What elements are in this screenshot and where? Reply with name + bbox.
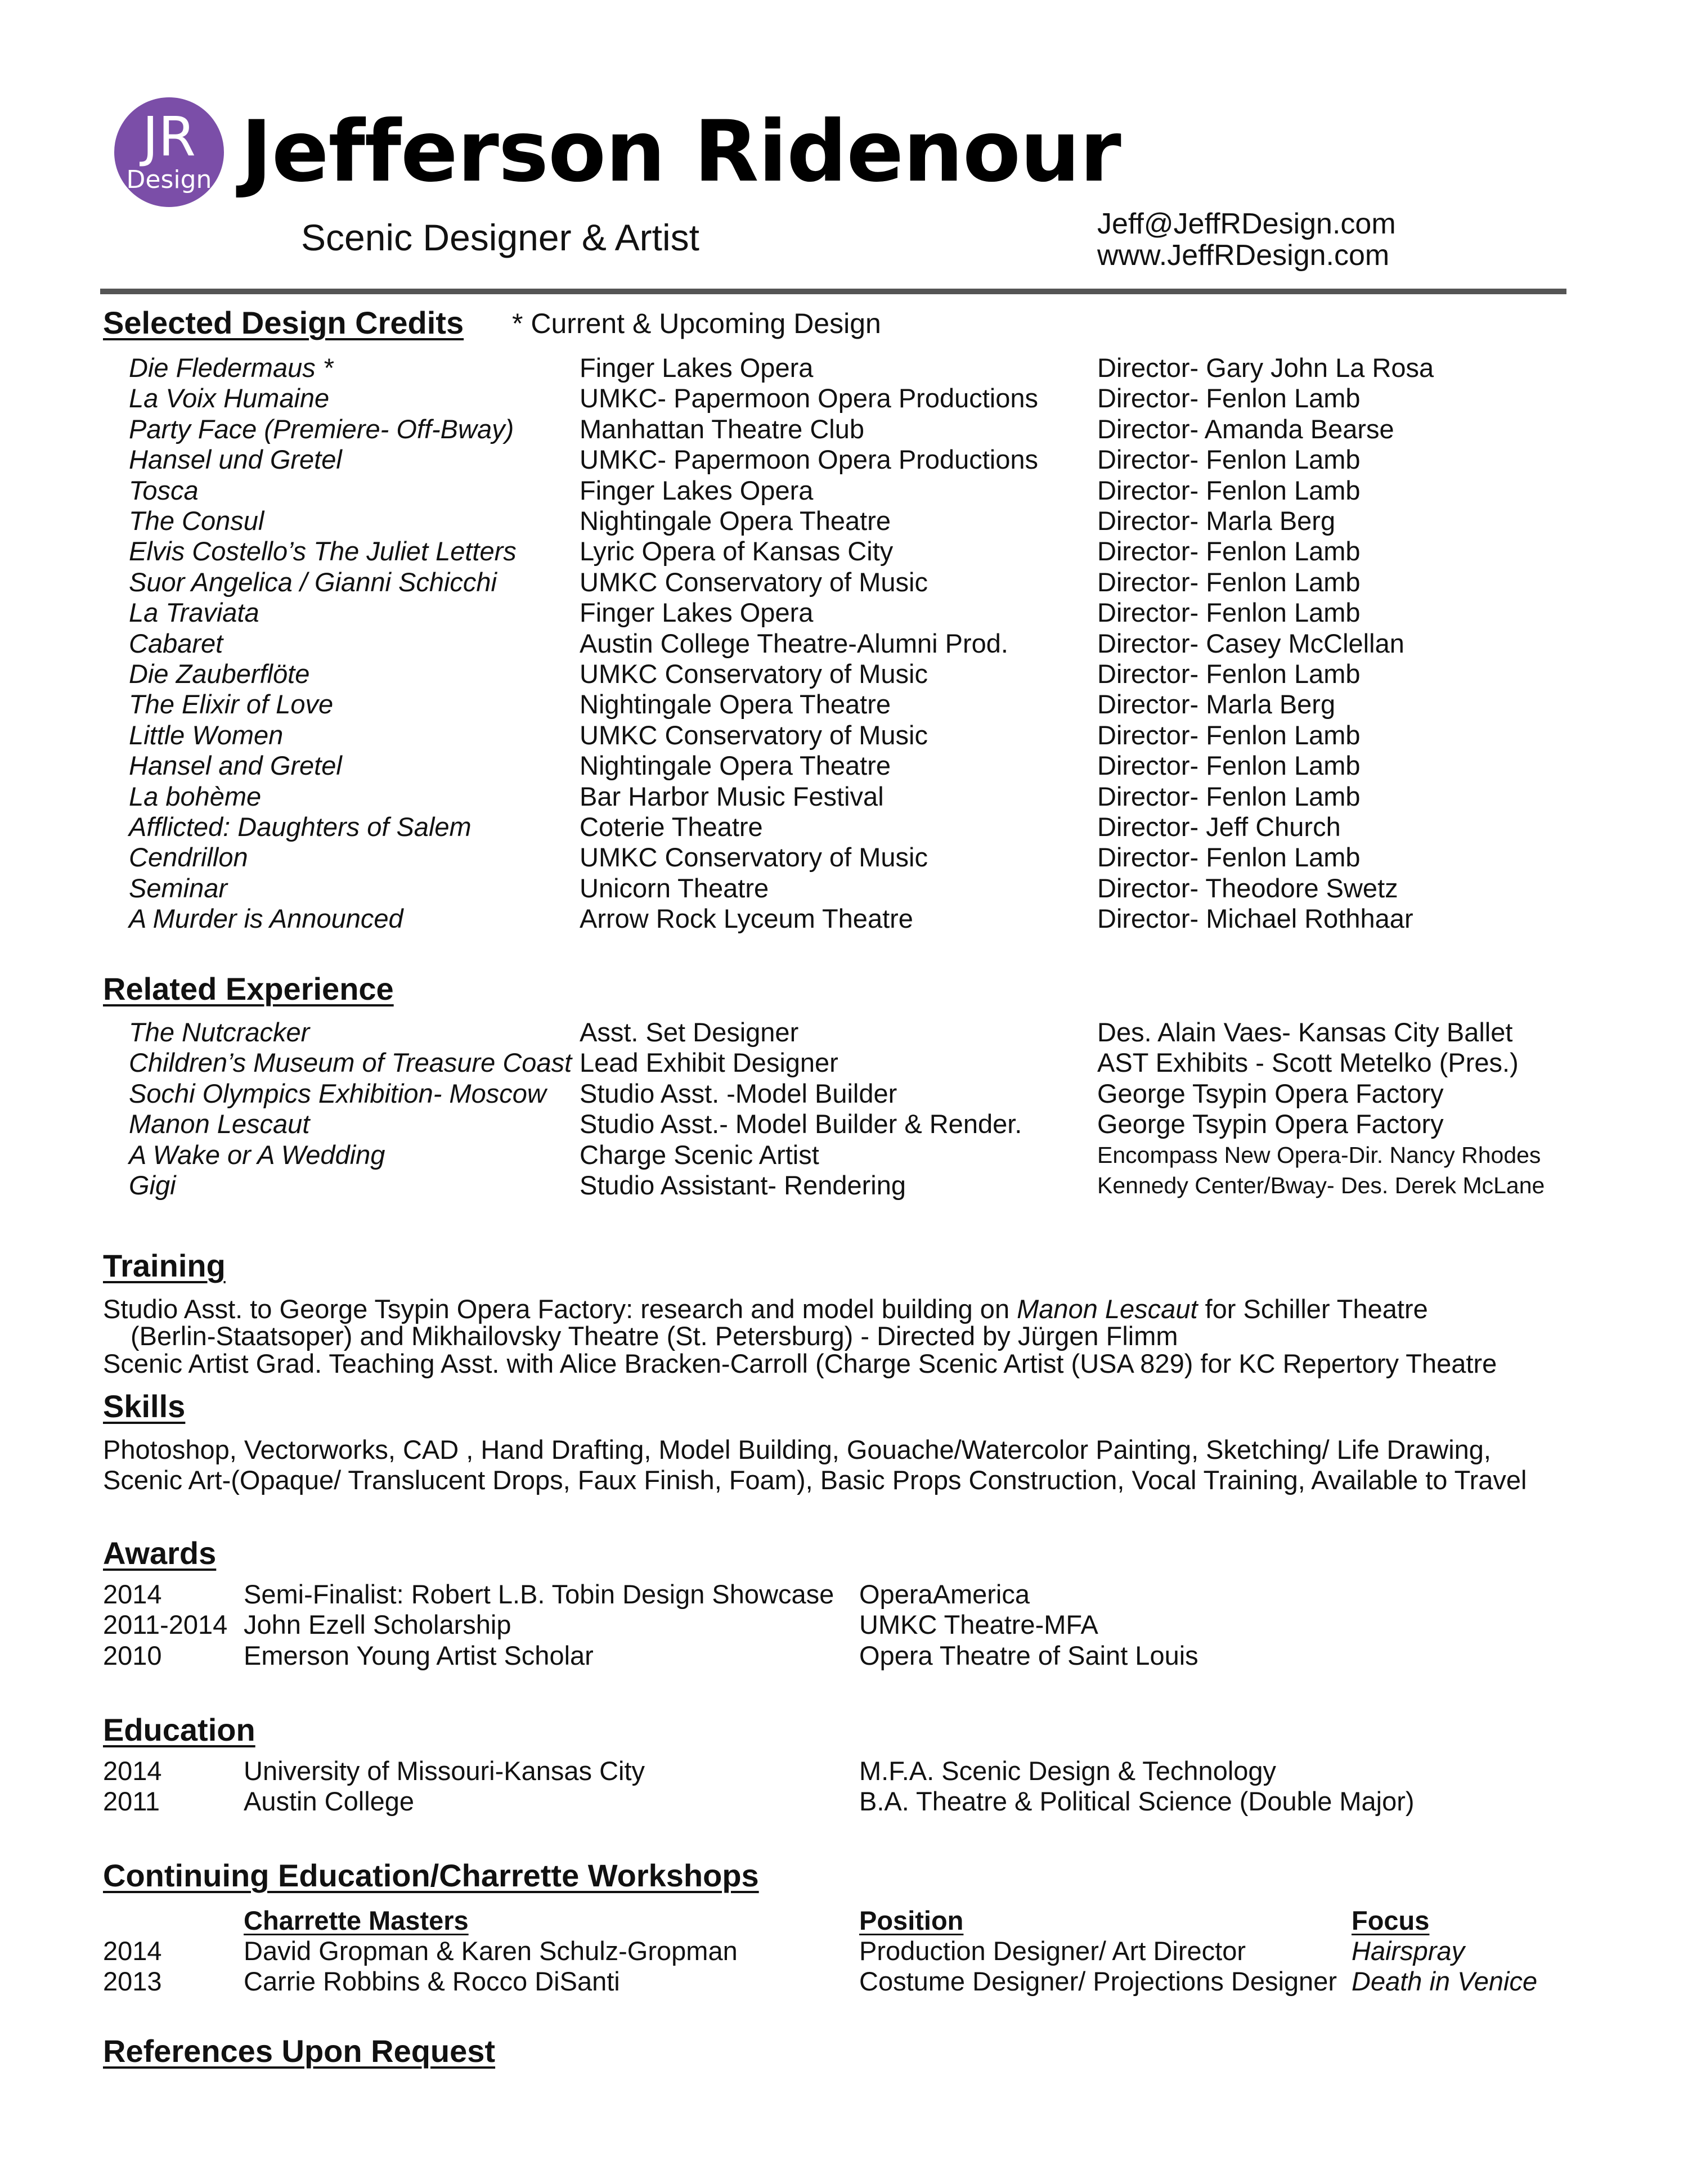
credit-show-title: Suor Angelica / Gianni Schicchi: [129, 567, 497, 597]
education-year: 2011: [103, 1786, 160, 1817]
credit-show-title: The Consul: [129, 506, 264, 536]
credit-company: Arrow Rock Lyceum Theatre: [580, 904, 913, 934]
list-item: [0, 873, 1688, 904]
job-title: Scenic Designer & Artist: [301, 217, 699, 258]
credit-show-title: Elvis Costello’s The Juliet Letters: [129, 536, 517, 567]
list-item: [0, 1109, 1688, 1139]
column-header-masters: Charrette Masters: [244, 1906, 469, 1935]
list-item: [0, 383, 1688, 414]
credit-director: Director- Jeff Church: [1097, 812, 1341, 842]
column-header-focus: Focus: [1352, 1906, 1430, 1935]
list-item: [0, 1017, 1688, 1048]
credit-show-title: The Elixir of Love: [129, 689, 334, 720]
list-item: [0, 842, 1688, 873]
credit-show-title: Afflicted: Daughters of Salem: [129, 812, 472, 842]
award-year: 2010: [103, 1640, 162, 1670]
list-item: [0, 1048, 1688, 1078]
list-item: [0, 689, 1688, 720]
email-address: Jeff@JeffRDesign.com: [1097, 208, 1396, 240]
award-organization: OperaAmerica: [859, 1579, 1030, 1609]
skills-line-2: Scenic Art-(Opaque/ Translucent Drops, Faux Finish, Foam), Basic Props Construction, Vocal Training, Available to Travel: [103, 1465, 1527, 1495]
credit-company: UMKC Conservatory of Music: [580, 842, 928, 873]
section-heading-workshops: Continuing Education/Charrette Workshops: [103, 1858, 759, 1893]
header-divider: [100, 289, 1566, 294]
experience-role: Charge Scenic Artist: [580, 1139, 819, 1170]
list-item: [0, 1579, 1688, 1610]
experience-organization: Encompass New Opera-Dir. Nancy Rhodes: [1097, 1142, 1541, 1168]
credit-director: Director- Fenlon Lamb: [1097, 751, 1361, 781]
credit-director: Director- Theodore Swetz: [1097, 873, 1398, 903]
credit-director: Director- Fenlon Lamb: [1097, 567, 1361, 597]
award-name: Emerson Young Artist Scholar: [244, 1640, 594, 1670]
training-text-c: for Schiller Theatre: [1197, 1294, 1428, 1324]
credit-director: Director- Gary John La Rosa: [1097, 353, 1434, 383]
credit-director: Director- Marla Berg: [1097, 506, 1336, 536]
award-name: Semi-Finalist: Robert L.B. Tobin Design Showcase: [244, 1579, 834, 1609]
credit-director: Director- Fenlon Lamb: [1097, 475, 1361, 505]
list-item: [0, 1756, 1688, 1786]
list-item: [0, 720, 1688, 751]
award-name: John Ezell Scholarship: [244, 1610, 511, 1640]
list-item: [0, 1610, 1688, 1640]
list-item: [0, 475, 1688, 506]
award-organization: Opera Theatre of Saint Louis: [859, 1640, 1198, 1670]
credit-director: Director- Fenlon Lamb: [1097, 597, 1361, 628]
credit-director: Director- Fenlon Lamb: [1097, 659, 1361, 689]
credit-director: Director- Fenlon Lamb: [1097, 383, 1361, 414]
credit-company: Lyric Opera of Kansas City: [580, 536, 894, 567]
workshop-year: 2013: [103, 1966, 162, 1997]
section-heading-awards: Awards: [103, 1535, 217, 1571]
experience-role: Studio Asst. -Model Builder: [580, 1078, 897, 1108]
logo-initials: JR: [142, 105, 196, 168]
award-organization: UMKC Theatre-MFA: [859, 1610, 1098, 1640]
credit-director: Director- Fenlon Lamb: [1097, 781, 1361, 811]
credit-director: Director- Fenlon Lamb: [1097, 720, 1361, 750]
list-item: [0, 659, 1688, 689]
experience-role: Asst. Set Designer: [580, 1017, 799, 1047]
education-school: University of Missouri-Kansas City: [244, 1756, 645, 1786]
credit-show-title: Little Women: [129, 720, 284, 750]
credit-director: Director- Marla Berg: [1097, 689, 1336, 720]
credit-company: Manhattan Theatre Club: [580, 414, 865, 444]
experience-role: Studio Assistant- Rendering: [580, 1170, 906, 1200]
training-line-2: (Berlin-Staatsoper) and Mikhailovsky Theatre (St. Petersburg) - Directed by Jürgen Flimm: [131, 1321, 1178, 1351]
experience-project: Manon Lescaut: [129, 1109, 310, 1139]
credit-company: UMKC- Papermoon Opera Productions: [580, 444, 1039, 475]
credit-company: Finger Lakes Opera: [580, 475, 814, 505]
credit-director: Director- Fenlon Lamb: [1097, 444, 1361, 475]
training-line-1: [103, 1294, 1428, 1324]
experience-project: Sochi Olympics Exhibition- Moscow: [129, 1078, 546, 1108]
list-item: [0, 353, 1688, 383]
credit-company: Nightingale Opera Theatre: [580, 506, 891, 536]
education-school: Austin College: [244, 1786, 415, 1817]
credit-show-title: La bohème: [129, 781, 262, 811]
credit-show-title: Cabaret: [129, 628, 223, 658]
skills-line-1: Photoshop, Vectorworks, CAD , Hand Drafting, Model Building, Gouache/Watercolor Painting, Sketching/ Life Drawing,: [103, 1435, 1491, 1464]
logo-design-text: Design: [126, 165, 212, 194]
credit-show-title: La Voix Humaine: [129, 383, 330, 414]
list-item: [0, 812, 1688, 842]
list-item: [0, 1078, 1688, 1109]
column-header-position: Position: [859, 1906, 964, 1935]
credit-company: Unicorn Theatre: [580, 873, 769, 903]
credit-director: Director- Amanda Bearse: [1097, 414, 1394, 444]
workshop-focus: Hairspray: [1352, 1936, 1465, 1966]
education-degree: M.F.A. Scenic Design & Technology: [859, 1756, 1277, 1786]
credit-company: UMKC Conservatory of Music: [580, 720, 928, 750]
list-item: [0, 567, 1688, 597]
workshop-position: Costume Designer/ Projections Designer: [859, 1966, 1337, 1997]
workshop-focus: Death in Venice: [1352, 1966, 1538, 1997]
credit-company: Finger Lakes Opera: [580, 597, 814, 628]
credit-show-title: Tosca: [129, 475, 199, 505]
experience-project: A Wake or A Wedding: [129, 1139, 385, 1170]
credit-company: UMKC Conservatory of Music: [580, 659, 928, 689]
section-heading-skills: Skills: [103, 1388, 186, 1424]
experience-organization: AST Exhibits - Scott Metelko (Pres.): [1097, 1048, 1519, 1078]
workshop-masters: Carrie Robbins & Rocco DiSanti: [244, 1966, 620, 1997]
list-item: [0, 628, 1688, 659]
credit-company: Finger Lakes Opera: [580, 353, 814, 383]
workshop-position: Production Designer/ Art Director: [859, 1936, 1246, 1966]
experience-organization: George Tsypin Opera Factory: [1097, 1078, 1444, 1108]
experience-role: Studio Asst.- Model Builder & Render.: [580, 1109, 1022, 1139]
training-line-3: Scenic Artist Grad. Teaching Asst. with Alice Bracken-Carroll (Charge Scenic Artist (USA 829) for KC Repertory Theatre: [103, 1349, 1497, 1378]
training-text-a: Studio Asst. to George Tsypin Opera Factory: research and model building on: [103, 1294, 1017, 1324]
list-item: [0, 597, 1688, 628]
experience-role: Lead Exhibit Designer: [580, 1048, 838, 1078]
section-heading-education: Education: [103, 1712, 255, 1747]
education-degree: B.A. Theatre & Political Science (Double Major): [859, 1786, 1415, 1817]
workshop-year: 2014: [103, 1936, 162, 1966]
credit-show-title: Party Face (Premiere- Off-Bway): [129, 414, 514, 444]
experience-organization: Des. Alain Vaes- Kansas City Ballet: [1097, 1017, 1513, 1047]
credit-show-title: Die Fledermaus *: [129, 353, 334, 383]
experience-organization: Kennedy Center/Bway- Des. Derek McLane: [1097, 1172, 1545, 1198]
list-item: [0, 1641, 1688, 1671]
credit-company: Coterie Theatre: [580, 812, 763, 842]
credit-company: Bar Harbor Music Festival: [580, 781, 884, 811]
credit-show-title: Die Zauberflöte: [129, 659, 310, 689]
list-item: [0, 781, 1688, 812]
credit-company: Nightingale Opera Theatre: [580, 751, 891, 781]
experience-project: Children’s Museum of Treasure Coast: [129, 1048, 572, 1078]
credit-show-title: Seminar: [129, 873, 228, 903]
jr-design-logo: [114, 97, 224, 207]
credit-director: Director- Fenlon Lamb: [1097, 536, 1361, 567]
training-text-production: Manon Lescaut: [1017, 1294, 1198, 1324]
experience-organization: George Tsypin Opera Factory: [1097, 1109, 1444, 1139]
credit-director: Director- Michael Rothhaar: [1097, 904, 1413, 934]
list-item: [0, 536, 1688, 567]
list-item: [0, 904, 1688, 934]
credit-company: Nightingale Opera Theatre: [580, 689, 891, 720]
award-year: 2011-2014: [103, 1610, 228, 1640]
list-item: [0, 1936, 1688, 1966]
section-heading-credits: Selected Design Credits: [103, 305, 464, 340]
credit-show-title: Hansel und Gretel: [129, 444, 342, 475]
list-item: [0, 1966, 1688, 1997]
award-year: 2014: [103, 1579, 162, 1609]
credit-show-title: La Traviata: [129, 597, 259, 628]
workshop-masters: David Gropman & Karen Schulz-Gropman: [244, 1936, 738, 1966]
experience-project: The Nutcracker: [129, 1017, 310, 1047]
list-item: [0, 1170, 1688, 1201]
credit-show-title: Hansel and Gretel: [129, 751, 342, 781]
list-item: [0, 414, 1688, 444]
list-item: [0, 506, 1688, 536]
credit-company: Austin College Theatre-Alumni Prod.: [580, 628, 1008, 658]
experience-project: Gigi: [129, 1170, 176, 1200]
education-year: 2014: [103, 1756, 162, 1786]
credit-show-title: Cendrillon: [129, 842, 248, 873]
credit-company: UMKC- Papermoon Opera Productions: [580, 383, 1039, 414]
section-heading-experience: Related Experience: [103, 971, 394, 1006]
list-item: [0, 1140, 1688, 1170]
resume-name: Jefferson Ridenour: [241, 103, 1121, 201]
section-heading-references: References Upon Request: [103, 2033, 496, 2069]
current-design-note: * Current & Upcoming Design: [512, 308, 881, 339]
credit-company: UMKC Conservatory of Music: [580, 567, 928, 597]
credit-director: Director- Fenlon Lamb: [1097, 842, 1361, 873]
list-item: [0, 751, 1688, 781]
list-item: [0, 1786, 1688, 1817]
credit-show-title: A Murder is Announced: [129, 904, 403, 934]
list-item: [0, 444, 1688, 475]
credit-director: Director- Casey McClellan: [1097, 628, 1404, 658]
section-heading-training: Training: [103, 1248, 226, 1283]
website-url: www.JeffRDesign.com: [1097, 239, 1390, 272]
